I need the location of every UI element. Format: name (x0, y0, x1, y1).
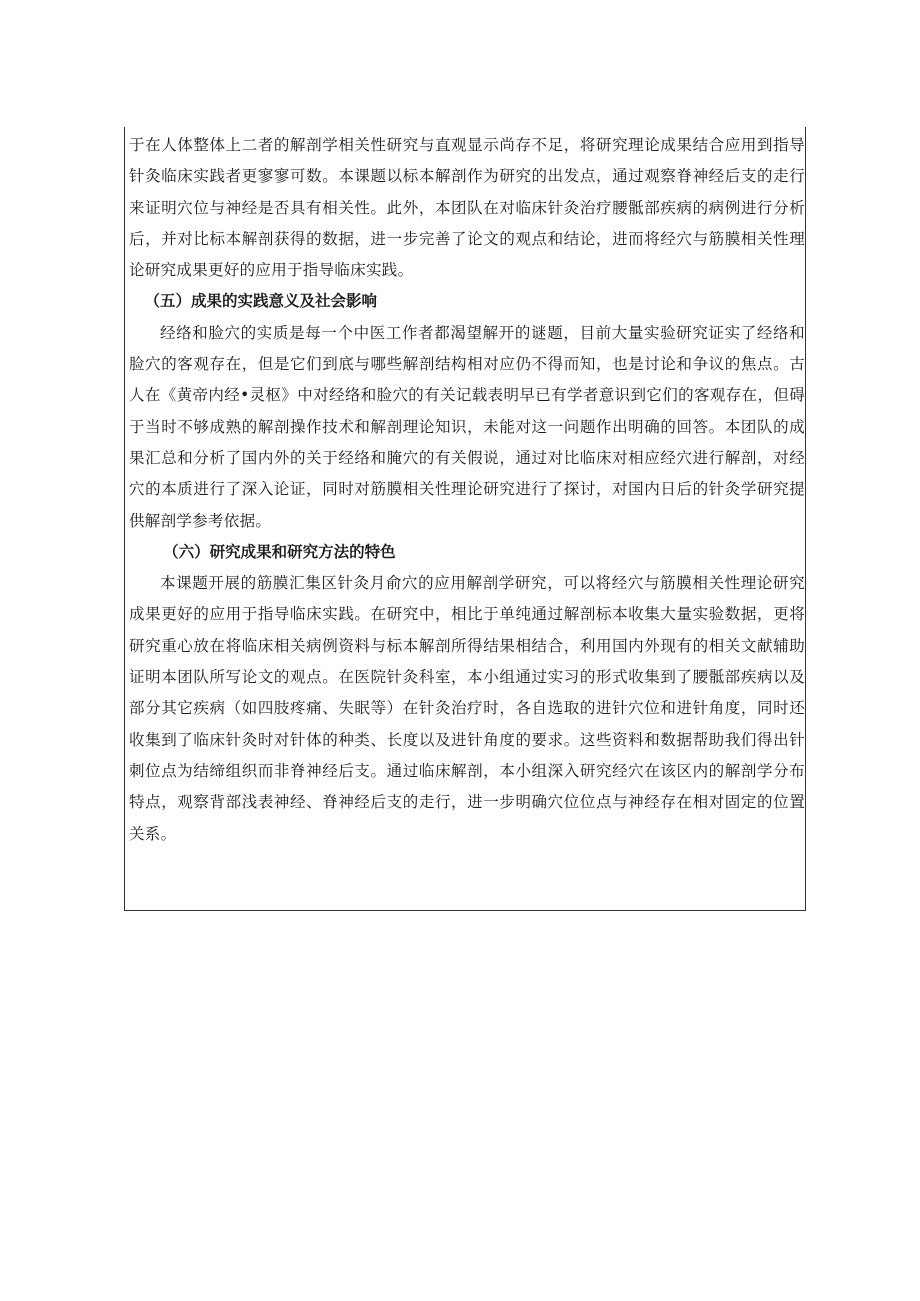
paragraph-practical-significance: 经络和脸穴的实质是每一个中医工作者都渴望解开的谜题，目前大量实验研究证实了经络和脸穴的客观存在，但是它们到底与哪些解剖结构相对应仍不得而知，也是讨论和争议的焦点。古人在《黄帝内经•灵枢》中对经络和脸穴的有关记载表明早已有学者意识到它们的客观存在，但碍于当时不够成熟的解剖操作技术和解剖理论知识，未能对这一问题作出明确的回答。本团队的成果汇总和分析了国内外的关于经络和腌穴的有关假说，通过对比临床对相应经穴进行解剖，对经穴的本质进行了深入论证，同时对筋膜相关性理论研究进行了探讨，对国内日后的针灸学研究提供解剖学参考依据。 (129, 323, 805, 530)
section-heading-six: （六）研究成果和研究方法的特色 (163, 542, 396, 561)
paragraph-research-features: 本课题开展的筋膜汇集区针灸月俞穴的应用解剖学研究，可以将经穴与筋膜相关性理论研究成果更好的应用于指导临床实践。在研究中，相比于单纯通过解剖标本收集大量实验数据，更将研究重心放在将临床相关病例资料与标本解剖所得结果相结合，利用国内外现有的相关文献辅助证明本团队所写论文的观点。在医院针灸科室，本小组通过实习的形式收集到了腰骶部疾病以及部分其它疾病（如四肢疼痛、失眠等）在针灸治疗时，各自选取的进针穴位和进针角度，同时还收集到了临床针灸时对针体的种类、长度以及进针角度的要求。这些资料和数据帮助我们得出针刺位点为结缔组织而非脊神经后支。通过临床解剖，本小组深入研究经穴在该区内的解剖学分布特点，观察背部浅表神经、脊神经后支的走行，进一步明确穴位位点与神经存在相对固定的位置关系。 (129, 574, 805, 843)
paragraph-continuation: 于在人体整体上二者的解剖学相关性研究与直观显示尚存不足，将研究理论成果结合应用到指导针灸临床实践者更寥寥可数。本课题以标本解剖作为研究的出发点，通过观察脊神经后支的走行来证明穴位与神经是否具有相关性。此外，本团队在对临床针灸治疗腰骶部疾病的病例进行分析后，并对比标本解剖获得的数据，进一步完善了论文的观点和结论，进而将经穴与筋膜相关性理论研究成果更好的应用于指导临床实践。 (129, 136, 805, 280)
document-body (129, 130, 805, 850)
section-heading-five: （五）成果的实践意义及社会影响 (144, 292, 378, 311)
